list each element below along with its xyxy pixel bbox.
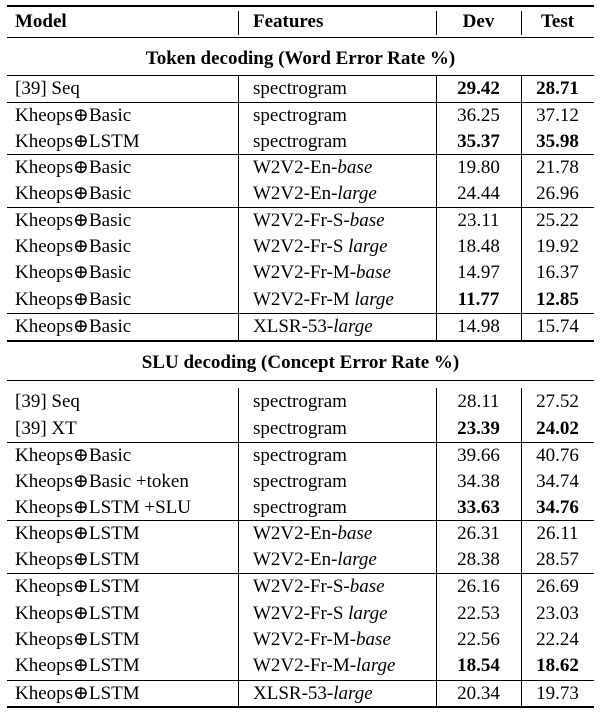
cell-features: spectrogram [253,418,347,439]
cell-model: Kheops⊕LSTM [15,655,140,676]
cell-model: Kheops⊕Basic [15,316,132,337]
cell-features: XLSR-53-large [253,316,373,337]
cell-dev: 23.11 [457,210,500,231]
cell-features: W2V2-Fr-M large [253,289,394,310]
section2-title: SLU decoding (Concept Error Rate %) [141,352,460,373]
cell-features: XLSR-53-large [253,683,373,704]
cell-model: Kheops⊕LSTM [15,523,140,544]
cell-features-variant: base [337,157,373,178]
col-divider [238,11,239,35]
cell-features: W2V2-En-base [253,523,373,544]
cell-model: Kheops⊕Basic [15,236,132,257]
header-features: Features [253,11,324,32]
cell-test: 16.37 [536,262,579,283]
cell-test: 26.69 [536,576,579,597]
cell-model: [39] Seq [15,78,80,99]
cell-model: Kheops⊕Basic [15,262,132,283]
cell-dev: 36.25 [457,105,500,126]
cell-dev: 14.98 [457,316,500,337]
cell-features: W2V2-En-large [253,549,377,570]
cell-test: 24.02 [536,418,579,439]
cell-model: Kheops⊕Basic [15,445,132,466]
cell-model: Kheops⊕LSTM [15,549,140,570]
cell-dev: 33.63 [457,497,500,518]
cell-test: 21.78 [536,157,579,178]
cell-model: Kheops⊕LSTM [15,683,140,704]
header-rule [7,37,594,38]
header-model: Model [15,11,67,32]
cell-dev: 19.80 [457,157,500,178]
cell-features-variant: large [337,549,377,570]
top-rule [7,5,594,7]
cell-model: Kheops⊕Basic [15,289,132,310]
section1-title: Token decoding (Word Error Rate %) [145,48,456,69]
cell-features: W2V2-Fr-M-base [253,629,391,650]
cell-test: 12.85 [536,289,579,310]
cell-features: W2V2-Fr-S-base [253,576,385,597]
cell-dev: 11.77 [457,289,500,310]
cell-test: 25.22 [536,210,579,231]
cell-features: spectrogram [253,78,347,99]
cell-features-variant: base [356,629,391,650]
cell-features-variant: large [354,289,394,310]
cell-dev: 26.16 [457,576,500,597]
cell-model: Kheops⊕Basic [15,105,132,126]
cell-features: spectrogram [253,391,347,412]
col-divider [238,388,239,706]
cell-model: Kheops⊕Basic [15,157,132,178]
cell-test: 15.74 [536,316,579,337]
cell-dev: 39.66 [457,445,500,466]
cell-dev: 34.38 [457,471,500,492]
cell-features: W2V2-Fr-M-large [253,655,396,676]
cell-test: 26.11 [536,523,579,544]
cell-dev: 18.48 [457,236,500,257]
cell-model: Kheops⊕LSTM [15,603,140,624]
header-dev: Dev [462,11,495,32]
cell-dev: 29.42 [457,78,500,99]
cell-test: 28.57 [536,549,579,570]
cell-dev: 28.11 [457,391,500,412]
cell-features-variant: large [337,183,377,204]
cell-test: 23.03 [536,603,579,624]
cell-model: Kheops⊕LSTM [15,629,140,650]
cell-model: Kheops⊕LSTM [15,131,140,152]
cell-features-variant: large [348,236,388,257]
cell-features-variant: base [349,210,385,231]
section2-rule [7,380,594,381]
cell-features-variant: large [348,603,388,624]
cell-test: 35.98 [536,131,579,152]
cell-test: 40.76 [536,445,579,466]
cell-features-variant: base [337,523,373,544]
cell-dev: 22.56 [457,629,500,650]
cell-test: 18.62 [536,655,579,676]
cell-model: Kheops⊕LSTM [15,576,140,597]
cell-features: W2V2-Fr-S large [253,603,388,624]
cell-features: spectrogram [253,471,347,492]
cell-model: [39] Seq [15,391,80,412]
cell-model: Kheops⊕Basic [15,210,132,231]
cell-test: 27.52 [536,391,579,412]
cell-test: 37.12 [536,105,579,126]
cell-features: spectrogram [253,497,347,518]
section-break-rule [7,340,594,342]
cell-test: 22.24 [536,629,579,650]
cell-features: W2V2-En-base [253,157,373,178]
cell-features: spectrogram [253,105,347,126]
cell-dev: 26.31 [457,523,500,544]
cell-model: Kheops⊕Basic +token [15,471,189,492]
cell-dev: 28.38 [457,549,500,570]
cell-test: 26.96 [536,183,579,204]
cell-dev: 14.97 [457,262,500,283]
cell-test: 34.76 [536,497,579,518]
cell-dev: 18.54 [457,655,500,676]
cell-model: Kheops⊕Basic [15,183,132,204]
cell-features-variant: base [349,576,385,597]
cell-features-variant: base [356,262,391,283]
cell-model: Kheops⊕LSTM +SLU [15,497,192,518]
cell-test: 19.73 [536,683,579,704]
cell-test: 19.92 [536,236,579,257]
cell-test: 34.74 [536,471,579,492]
cell-features-variant: large [356,655,396,676]
cell-test: 28.71 [536,78,579,99]
cell-features: W2V2-Fr-S-base [253,210,385,231]
cell-dev: 22.53 [457,603,500,624]
cell-model: [39] XT [15,418,77,439]
cell-dev: 20.34 [457,683,500,704]
cell-features-variant: large [333,316,373,337]
cell-features: W2V2-Fr-M-base [253,262,391,283]
cell-dev: 23.39 [457,418,500,439]
col-divider [238,76,239,340]
cell-features-variant: large [333,683,373,704]
cell-dev: 35.37 [457,131,500,152]
cell-features: spectrogram [253,445,347,466]
cell-features: spectrogram [253,131,347,152]
cell-features: W2V2-Fr-S large [253,236,388,257]
cell-dev: 24.44 [457,183,500,204]
header-test: Test [540,11,575,32]
cell-features: W2V2-En-large [253,183,377,204]
